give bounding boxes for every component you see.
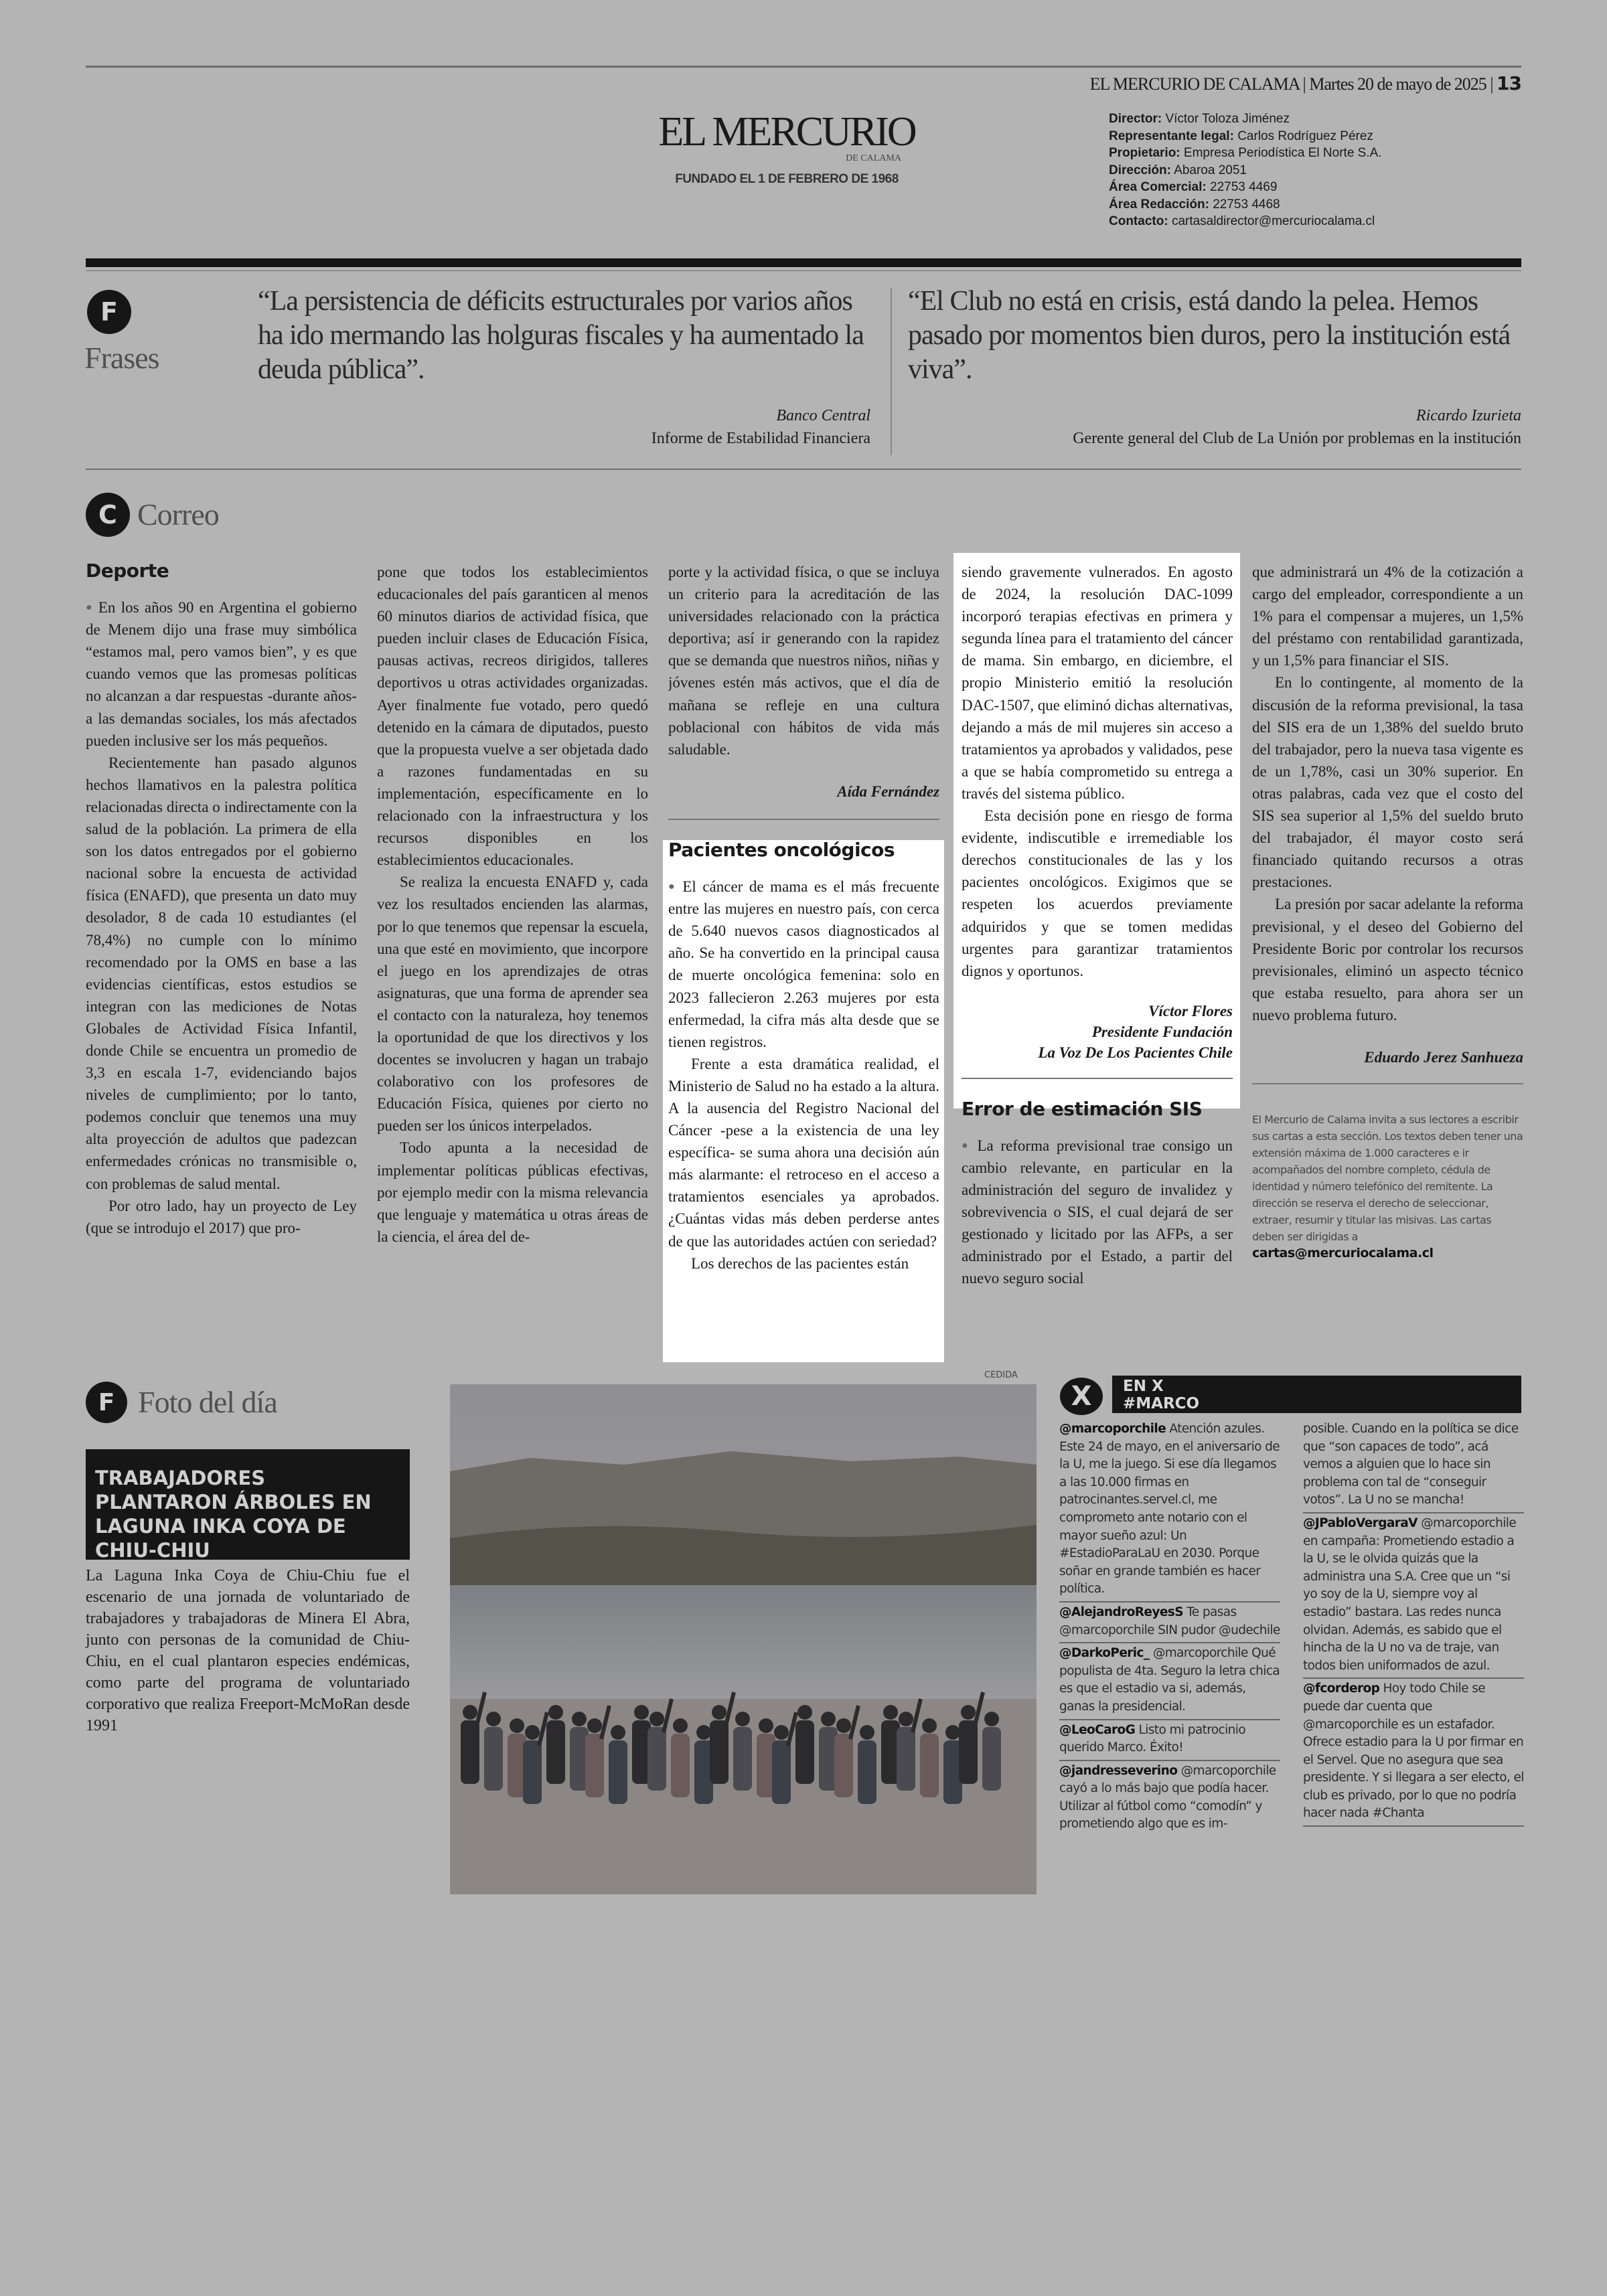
person-body [585, 1734, 604, 1797]
paragraph-text: Se realiza la encuesta ENAFD y, cada vez los resultados encienden las alarmas, por lo que tenemos que repensar la escuela, una que esté en movimiento, que incorpore el juego en los aprendizajes de otras asignaturas, que una forma de aprender sea el contacto con la naturaleza, hoy tenemos la oportunidad de que los directivos y los docentes se involucren y hagan un trabajo colaborativo con los profesores de Educación Física, quienes por cierto no pueden ser los únicos interpelados. [377, 874, 648, 1135]
photo-laguna [450, 1384, 1037, 1894]
person-head [922, 1718, 937, 1733]
person-head [735, 1712, 750, 1726]
tweet-user[interactable]: @LeoCaroG [1059, 1722, 1136, 1737]
staff-label: Área Comercial: [1109, 180, 1207, 194]
person-body [546, 1720, 565, 1784]
tweet-user[interactable]: @AlejandroReyesS [1059, 1605, 1183, 1619]
paragraph [1252, 671, 1523, 893]
person-head [525, 1725, 540, 1740]
person-head [821, 1712, 836, 1726]
tweet [1059, 1419, 1280, 1603]
person-head [548, 1705, 563, 1720]
paragraph [962, 561, 1233, 805]
person-head [486, 1712, 501, 1726]
person-body [461, 1720, 479, 1784]
letter-body [668, 876, 939, 1275]
person-body [671, 1734, 690, 1797]
quote-1-attribution [469, 404, 870, 450]
person-head [759, 1718, 773, 1733]
staff-line [1109, 213, 1382, 230]
tweet [1303, 1513, 1524, 1679]
staff-value: Carlos Rodríguez Pérez [1237, 129, 1373, 143]
tweet [1303, 1419, 1524, 1513]
correo-title: Correo [137, 497, 219, 531]
quote-2-role: Gerente general del Club de La Unión por problemas en la institución [1073, 430, 1521, 447]
foto-title: Foto del día [138, 1385, 277, 1419]
quote-2: “El Club no está en crisis, está dando la pelea. Hemos pasado por momentos bien duros, pero la institución está viva”. [908, 286, 1511, 385]
photo-caption: La Laguna Inka Coya de Chiu-Chiu fue el escenario de una jornada de voluntariado de trabajadores y trabajadoras de Minera El Abra, junto con personas de la comunidad de Chiu-Chiu, en el cual plantaron especies endémicas, como parte del programa de voluntariado corporativo que realiza Freeport-McMoRan desde 1991 [86, 1567, 410, 1734]
letter-heading-sis: Error de estimación SIS [962, 1097, 1203, 1120]
person-head [510, 1718, 524, 1733]
person-head [572, 1712, 587, 1726]
person-head [797, 1705, 812, 1720]
column-3 [668, 561, 939, 1358]
tweet-text: Atención azules. Este 24 de mayo, en el aniversario de la U, me la juego. Si ese día llegamos a las 10.000 firmas en patrocinantes.servel.cl, me comprometo ante notario con el mayor sueño azul: Un #EstadioParaLaU en 2030. Porque soñar en grande también es hacer política. [1059, 1422, 1280, 1596]
dateline: EL MERCURIO DE CALAMA | Martes 20 de mayo de 2025 | 13 [1089, 72, 1521, 94]
letter-signature [962, 1001, 1233, 1063]
x-icon: X [1060, 1378, 1103, 1415]
paragraph-text: siendo gravemente vulnerados. En agosto de 2024, la resolución DAC-1099 incorporó terapias efectivas en primera y segunda línea para el tratamiento del cáncer de mama. Sin embargo, en diciembre, el propio Ministerio emitió la resolución DAC-1507, que eliminó dichas alternativas, dejando a más de mil mujeres sin acceso a tratamientos ya aprobados y validados, pese a que se había comprometido su entrega a través del sistema público. [962, 564, 1233, 802]
letter-heading-pacientes: Pacientes oncológicos [668, 838, 895, 861]
person-body [710, 1720, 729, 1784]
founded-line: FUNDADO EL 1 DE FEBRERO DE 1968 [675, 172, 899, 186]
paragraph [962, 805, 1233, 982]
tweet-text: posible. Cuando en la política se dice que “son capaces de todo”, acá vemos a alguien que lo hace sin problema con tal de “conseguir votos”. La U no se mancha! [1303, 1422, 1519, 1507]
paragraph [377, 871, 648, 1137]
notice-email[interactable]: cartas@mercuriocalama.cl [1252, 1246, 1434, 1261]
tweet [1059, 1603, 1280, 1643]
enx-header [1112, 1376, 1521, 1413]
staff-value: 22753 4468 [1213, 197, 1280, 212]
letter-divider [962, 1078, 1233, 1079]
person-head [860, 1725, 874, 1740]
staff-line [1109, 162, 1382, 179]
person-head [899, 1712, 913, 1726]
person-head [673, 1718, 688, 1733]
tweet-text: Hoy todo Chile se puede dar cuenta que @marcoporchile es un estafador. Ofrece estadio para la U por firmar en el Servel. Que no asegura que sea presidente. Y si llegara a ser electo, el club es privado, por lo que no podría hacer nada #Chanta [1303, 1682, 1524, 1821]
column-4 [962, 561, 1233, 1344]
tweets-column-a [1059, 1419, 1280, 1836]
paragraph-text: Esta decisión pone en riesgo de forma evidente, indiscutible e irremediable los derechos constitucionales de las y los pacientes oncológicos. Exigimos que se respeten los acuerdos previamente adquiridos y que se tomen medidas urgentes para garantizar tratamientos dignos y oportunos. [962, 807, 1233, 979]
photo-headline: TRABAJADORES PLANTARON ÁRBOLES EN LAGUNA INKA COYA DE CHIU-CHIU [86, 1449, 410, 1560]
paragraph-text: Frente a esta dramática realidad, el Ministerio de Salud no ha estado a la altura. A la ausencia del Registro Nacional del Cáncer -pese a la existencia de una ley específica- se suma ahora una decisión aún más alarmante: el retroceso en el acceso a tratamientos esenciales ya aprobados. ¿Cuántas vidas más deben perderse antes de que las autoridades actúen con seriedad? [668, 1055, 939, 1250]
letter-divider [1252, 1083, 1523, 1084]
person-body [733, 1727, 752, 1791]
paragraph [86, 752, 357, 1195]
bullet-icon: ● [668, 881, 683, 893]
tweet-user[interactable]: @JPabloVergaraV [1303, 1515, 1418, 1530]
person-head [712, 1705, 726, 1720]
letter-signature: Eduardo Jerez Sanhueza [1364, 1048, 1523, 1066]
frases-icon: F [87, 290, 131, 334]
publication-name: EL MERCURIO DE CALAMA [1089, 74, 1300, 94]
letter-body [962, 561, 1233, 982]
person-head [611, 1725, 625, 1740]
paragraph-text: La presión por sacar adelante la reforma previsional, y el deseo del Gobierno del Presidente Boric por controlar los recursos previsionales, eliminó un aspecto técnico que estaba resuelto, para ahora ser un nuevo problema futuro. [1252, 896, 1523, 1023]
paragraph [1252, 561, 1523, 671]
enx-title-2: #MARCO [1123, 1395, 1200, 1412]
paragraph [668, 1053, 939, 1252]
person-head [696, 1725, 711, 1740]
paragraph [668, 561, 939, 760]
quote-2-author: Ricardo Izurieta [1415, 407, 1521, 424]
person-body [920, 1734, 939, 1797]
letter-body [377, 561, 648, 1248]
paragraph-text: que administrará un 4% de la cotización a cargo del empleador, correspondiente a un 1% para el compensar a mujeres, un 1,5% del préstamo con rentabilidad garantizada, y un 1,5% para financiar el SIS. [1252, 564, 1523, 669]
bullet-icon: ● [962, 1139, 978, 1151]
person-head [463, 1705, 477, 1720]
letter-divider [668, 819, 939, 820]
paragraph-text: pone que todos los establecimientos educacionales del país garanticen al menos 60 minutos diarios de actividad física, que pueden incluir clases de Educación Física, pausas activas, recreos dirigidos, talleres deportivos u otras actividades organizadas. Ayer finalmente fue votado, pero quedó detenido en la cámara de diputados, puesto que la propuesta vuelve a ser objetada dado a razones fundamentadas en su implementación, específicamente en lo relacionado con la infraestructura y los recursos disponibles en los establecimientos educacionales. [377, 564, 648, 869]
staff-line [1109, 128, 1382, 145]
photo-credit: CEDIDA [984, 1370, 1018, 1380]
paragraph [668, 876, 939, 1053]
paragraph-text: En los años 90 en Argentina el gobierno de Menem dijo una frase muy simbólica “estamos mal, pero vamos bien”, y es que cuando vemos que las promesas políticas no alcanzan a dar respuestas -durante años- a las demandas sociales, los más afectados pueden inclusive ser los más pequeños. [86, 599, 357, 749]
tweet-text: Te pasas @marcoporchile SIN pudor @udechile [1059, 1605, 1280, 1637]
paragraph [668, 1252, 939, 1275]
staff-label: Dirección: [1109, 163, 1171, 177]
letter-body [668, 561, 939, 760]
reader-notice [1252, 1111, 1523, 1262]
person-body [959, 1720, 978, 1784]
paragraph [377, 1137, 648, 1247]
person-head [883, 1705, 898, 1720]
letter-body [86, 596, 357, 1239]
tweet-user[interactable]: @jandresseverino [1059, 1763, 1178, 1778]
issue-date: Martes 20 de mayo de 2025 [1309, 74, 1486, 94]
paragraph-text: En lo contingente, al momento de la discusión de la reforma previsional, la tasa del SIS era de un 1,38% del sueldo bruto del trabajador, pero la nueva tasa vigente es de un 1,78%, casi un 30% superior. En otras palabras, cada vez que el costo del SIS sea superior al 1,5% del sueldo bruto del trabajador, él mayor costo será financiado quitando recursos a otras prestaciones. [1252, 674, 1523, 891]
person-head [649, 1712, 664, 1726]
paragraph-text: Por otro lado, hay un proyecto de Ley (que se introdujo el 2017) que pro- [86, 1197, 357, 1236]
tweet [1059, 1761, 1280, 1836]
bullet-icon: ● [86, 602, 98, 614]
tweet [1303, 1679, 1524, 1827]
tweet [1059, 1720, 1280, 1761]
letter-body [962, 1135, 1233, 1290]
person-body [609, 1740, 627, 1804]
staff-box [1109, 110, 1382, 230]
paragraph-text: Recientemente han pasado algunos hechos llamativos en la palestra política relacionadas directa o indirectamente con la salud de la población. La primera de ella son los datos entregados por el gobierno nacional sobre la encuesta de actividad física (ENAFD), que presenta un dato muy desolador, 8 de cada 10 estudiantes (el 78,4%) no cumple con lo mínimo recomendado por la OMS en base a las evidencias científicas, estos estudios se integran con las mediciones de Notas Globales de Actividad Física Infantil, donde Chile se encuentra un promedio de 3,3 en escala 1-7, evidenciando bajos niveles de cumplimiento; por lo tanto, podemos concluir que tenemos una muy alta proyección de adultos que padezcan enfermedades crónicas no transmisible o, con problemas de salud mental. [86, 754, 357, 1192]
frases-title: Frases [84, 341, 159, 375]
person-head [774, 1725, 789, 1740]
staff-label: Director: [1109, 112, 1162, 126]
logo-name: EL MERCURIO [658, 109, 915, 155]
tweet-text: Listo mi patrocinio querido Marco. Éxito! [1059, 1722, 1246, 1755]
staff-value: Abaroa 2051 [1174, 163, 1247, 177]
staff-label: Propietario: [1109, 146, 1180, 160]
signature-role: Presidente Fundación [1091, 1023, 1233, 1040]
paragraph [1252, 893, 1523, 1026]
correo-icon: C [86, 493, 130, 537]
quote-divider [891, 288, 892, 455]
person-body [484, 1727, 503, 1791]
staff-line [1109, 145, 1382, 162]
person-body [795, 1720, 814, 1784]
notice-text: El Mercurio de Calama invita a sus lectores a escribir sus cartas a esta sección. Los textos deben tener una extensión máxima de 1.000 caracteres e ir acompañados del nombre completo, cédula de identidad y número telefónico del remitente. La dirección se reserva el derecho de seleccionar, extraer, resumir y titular las misivas. Las cartas deben ser dirigidas a [1252, 1113, 1523, 1244]
paragraph-text: Todo apunta a la necesidad de implementar políticas públicas efectivas, por ejemplo medir con la misma relevancia que lenguaje y matemática u otras áreas de la ciencia, el área del de- [377, 1139, 648, 1245]
quote-1-author: Banco Central [776, 407, 870, 424]
logo-sub: DE CALAMA [846, 153, 901, 163]
staff-value: 22753 4469 [1210, 180, 1278, 194]
tweet-user[interactable]: @marcoporchile [1059, 1422, 1166, 1436]
foto-icon: F [86, 1382, 127, 1423]
column-1 [86, 560, 357, 1343]
tweet-user[interactable]: @DarkoPeric_ [1059, 1646, 1150, 1661]
thin-divider [86, 270, 1521, 271]
tweets-column-b [1303, 1419, 1524, 1827]
staff-label: Representante legal: [1109, 129, 1234, 143]
person-body [897, 1727, 915, 1791]
staff-value[interactable]: cartasaldirector@mercuriocalama.cl [1171, 214, 1375, 228]
paragraph [962, 1135, 1233, 1290]
person-head [587, 1718, 602, 1733]
paragraph [377, 561, 648, 871]
quote-1: “La persistencia de déficits estructurales por varios años ha ido mermando las holguras fiscales y ha aumentado la deuda pública”. [258, 286, 864, 385]
top-rule [86, 66, 1521, 68]
tweet-text: @marcoporchile Qué populista de 4ta. Seguro la letra chica es que el estadio va si, además, ganas la presidencial. [1059, 1646, 1280, 1714]
letter-heading-deporte: Deporte [86, 560, 169, 582]
letter-signature: Aída Fernández [837, 783, 939, 800]
person-head [836, 1718, 851, 1733]
paragraph [86, 1195, 357, 1239]
staff-label: Contacto: [1109, 214, 1168, 228]
person-head [984, 1712, 999, 1726]
column-2 [377, 561, 648, 1344]
paragraph-text: Los derechos de las pacientes están [691, 1254, 909, 1272]
quote-1-role: Informe de Estabilidad Financiera [651, 430, 870, 447]
person-body [647, 1727, 666, 1791]
staff-label: Área Redacción: [1109, 197, 1209, 212]
paragraph [86, 596, 357, 752]
page-number: 13 [1497, 72, 1521, 94]
paragraph-text: La reforma previsional trae consigo un cambio relevante, en particular en la administración del seguro de invalidez y sobrevivencia o SIS, el cual dejará de ser gestionado y licitado por las AFPs, a ser administrado por el Estado, a partir del nuevo seguro social [962, 1137, 1233, 1287]
tweet-text: @marcoporchile cayó a lo más bajo que podía hacer. Utilizar al fútbol como “comodín” y prometiendo algo que es im- [1059, 1763, 1276, 1831]
person-head [634, 1705, 649, 1720]
lagoon-water [450, 1585, 1037, 1699]
staff-value: Empresa Periodística El Norte S.A. [1183, 146, 1382, 160]
staff-line [1109, 196, 1382, 214]
thick-divider [86, 258, 1521, 267]
paragraph-text: El cáncer de mama es el más frecuente entre las mujeres en nuestro país, con cerca de 5.640 nuevos casos diagnosticados al año. Se ha convertido en la principal causa de muerte oncológica femenina: solo en 2023 fallecieron 2.263 mujeres por esta enfermedad, la cifra más alta desde que se tienen registros. [668, 878, 939, 1050]
paragraph-text: porte y la actividad física, o que se incluya un criterio para la acreditación de las universidades relacionado con la práctica deportiva; así ir generando con la rapidez que se demanda que nuestros niños, niñas y jóvenes estén más activos, que el día de mañana se refleje en una cultura poblacional con hábitos de vida más saludable. [668, 564, 939, 758]
letter-body [1252, 561, 1523, 1026]
column-5 [1252, 561, 1523, 1344]
enx-title-1: EN X [1123, 1378, 1164, 1395]
tweet-user[interactable]: @fcorderop [1303, 1682, 1380, 1696]
signature-name: Víctor Flores [1148, 1002, 1233, 1019]
quote-2-attribution [919, 404, 1521, 450]
person-body [523, 1740, 542, 1804]
tweet-text: @marcoporchile en campaña: Prometiendo estadio a la U, se le olvida quizás que la administra una S.A. Cree que un “si yo soy de la U, siempre voy al estadio” bastara. Las redes nunca olvidan. Además, es sabido que el hincha de la U no va de traje, van todos bien uniformados de azul. [1303, 1515, 1517, 1673]
masthead-logo [643, 110, 931, 187]
staff-line [1109, 110, 1382, 128]
signature-org: La Voz De Los Pacientes Chile [1038, 1044, 1233, 1061]
person-body [772, 1740, 791, 1804]
staff-value: Víctor Toloza Jiménez [1165, 112, 1290, 126]
person-body [982, 1727, 1001, 1791]
person-body [858, 1740, 876, 1804]
person-head [945, 1725, 960, 1740]
frases-bottom-rule [86, 469, 1521, 470]
person-head [961, 1705, 976, 1720]
tweet [1059, 1643, 1280, 1720]
person-body [834, 1734, 853, 1797]
staff-line [1109, 179, 1382, 196]
